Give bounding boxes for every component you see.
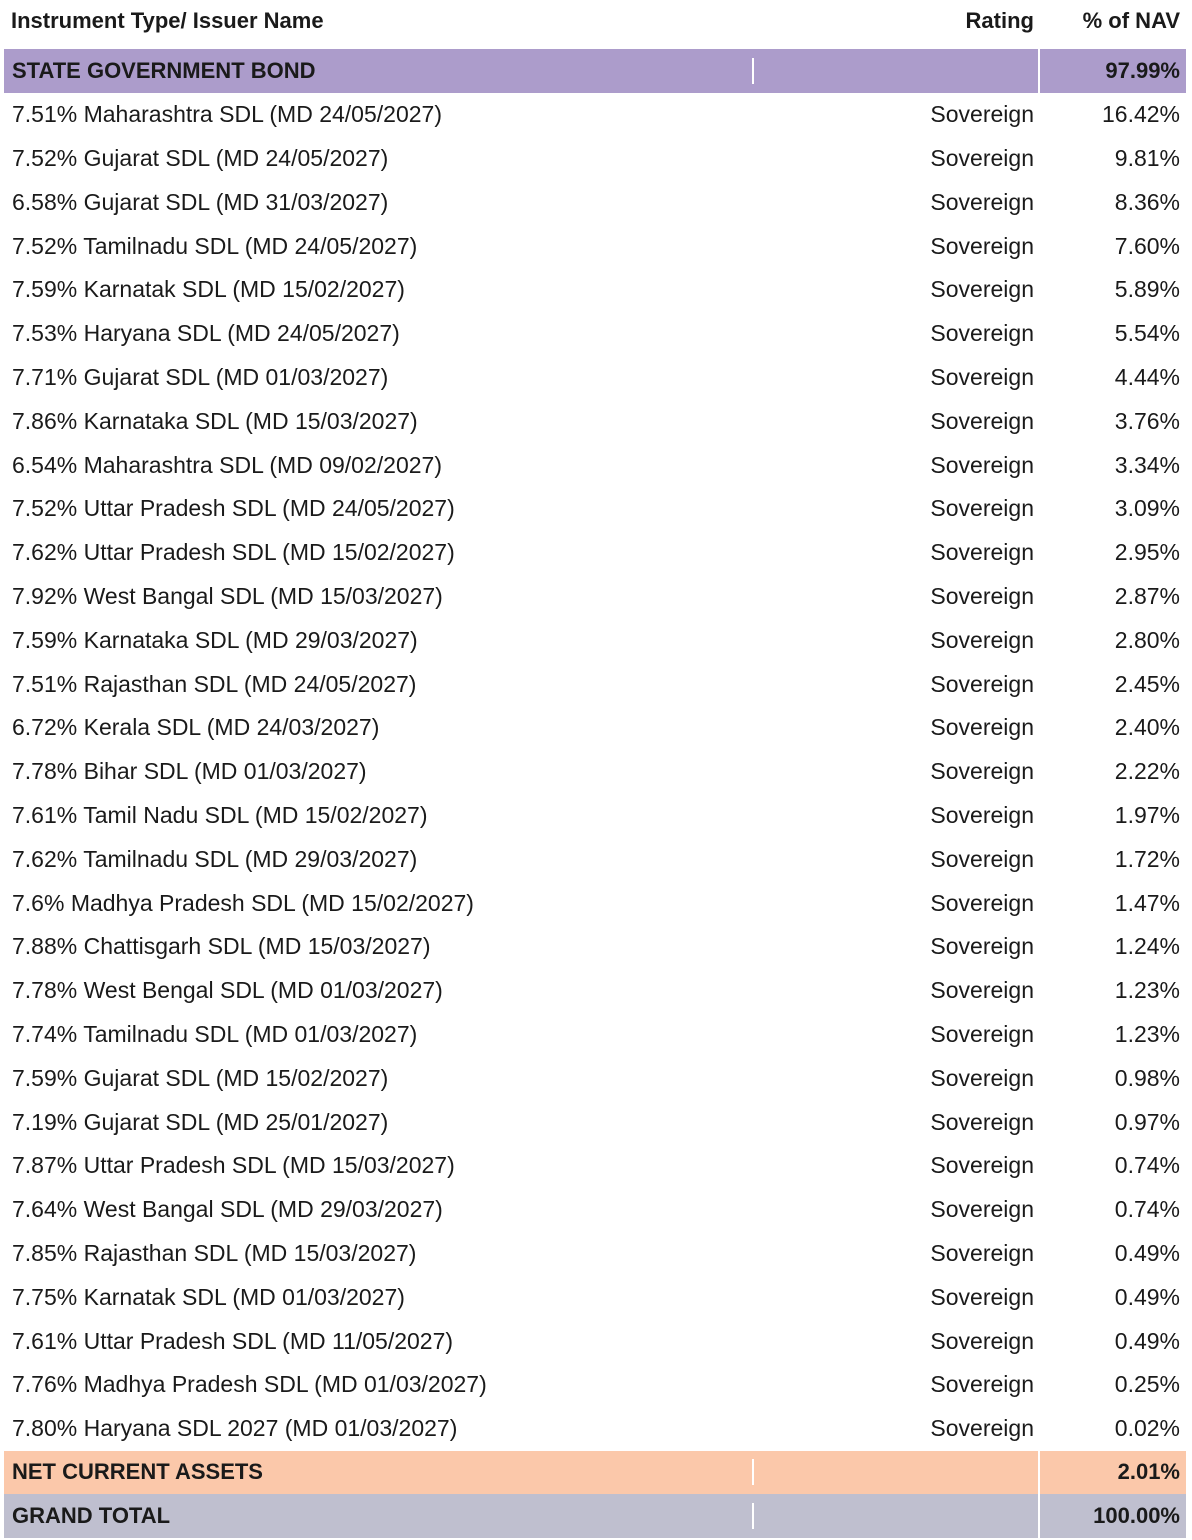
rating-value: Sovereign <box>930 539 1034 566</box>
nav-value: 5.54% <box>1114 320 1180 347</box>
issuer-name: 7.78% West Bengal SDL (MD 01/03/2027) <box>12 977 443 1004</box>
nav-value: 0.49% <box>1114 1327 1180 1354</box>
nav-value: 7.60% <box>1114 232 1180 259</box>
rating-value: Sovereign <box>930 582 1034 609</box>
nav-value: 1.23% <box>1114 977 1180 1004</box>
table-row <box>4 224 1186 268</box>
issuer-name: 7.86% Karnataka SDL (MD 15/03/2027) <box>12 407 418 434</box>
issuer-name: 7.59% Karnatak SDL (MD 15/02/2027) <box>12 276 405 303</box>
nav-value: 2.87% <box>1114 582 1180 609</box>
table-row <box>4 1100 1186 1144</box>
nav-value: 3.09% <box>1114 495 1180 522</box>
rating-value: Sovereign <box>930 407 1034 434</box>
nav-value: 2.40% <box>1114 714 1180 741</box>
nav-value: 9.81% <box>1114 144 1180 171</box>
table-row <box>4 925 1186 969</box>
table-row <box>4 706 1186 750</box>
rating-value: Sovereign <box>930 1283 1034 1310</box>
table-row <box>4 1275 1186 1319</box>
table-row <box>4 794 1186 838</box>
nav-value: 0.74% <box>1114 1196 1180 1223</box>
section-nav: 100.00% <box>1093 1503 1180 1529</box>
table-row <box>4 575 1186 619</box>
issuer-name: 7.52% Gujarat SDL (MD 24/05/2027) <box>12 144 389 171</box>
issuer-name: 7.74% Tamilnadu SDL (MD 01/03/2027) <box>12 1020 418 1047</box>
header-nav: % of NAV <box>1082 8 1180 33</box>
section-grand-total <box>4 1494 1186 1538</box>
table-row <box>4 137 1186 181</box>
section-label: GRAND TOTAL <box>4 1503 754 1529</box>
table-row <box>4 750 1186 794</box>
nav-value: 2.22% <box>1114 758 1180 785</box>
table-row <box>4 1319 1186 1363</box>
issuer-name: 7.61% Tamil Nadu SDL (MD 15/02/2027) <box>12 801 428 828</box>
rating-value: Sovereign <box>930 1327 1034 1354</box>
nav-value: 3.34% <box>1114 451 1180 478</box>
issuer-name: 7.85% Rajasthan SDL (MD 15/03/2027) <box>12 1239 417 1266</box>
rating-value: Sovereign <box>930 1196 1034 1223</box>
nav-value: 0.97% <box>1114 1108 1180 1135</box>
table-header <box>4 0 1186 46</box>
table-row <box>4 312 1186 356</box>
issuer-name: 7.92% West Bangal SDL (MD 15/03/2027) <box>12 582 443 609</box>
section-nav: 97.99% <box>1105 57 1180 83</box>
holdings-table <box>4 0 1186 1538</box>
table-row <box>4 837 1186 881</box>
rating-value: Sovereign <box>930 451 1034 478</box>
rating-value: Sovereign <box>930 363 1034 390</box>
issuer-name: 7.62% Uttar Pradesh SDL (MD 15/02/2027) <box>12 539 455 566</box>
nav-value: 3.76% <box>1114 407 1180 434</box>
rating-value: Sovereign <box>930 1415 1034 1442</box>
issuer-name: 6.72% Kerala SDL (MD 24/03/2027) <box>12 714 380 741</box>
issuer-name: 6.54% Maharashtra SDL (MD 09/02/2027) <box>12 451 442 478</box>
section-state-government-bond <box>4 49 1186 93</box>
rating-value: Sovereign <box>930 977 1034 1004</box>
issuer-name: 7.51% Maharashtra SDL (MD 24/05/2027) <box>12 101 442 128</box>
nav-value: 1.47% <box>1114 889 1180 916</box>
nav-value: 16.42% <box>1101 101 1180 128</box>
rating-value: Sovereign <box>930 276 1034 303</box>
section-rating <box>754 49 1040 93</box>
table-row <box>4 1056 1186 1100</box>
rating-value: Sovereign <box>930 1239 1034 1266</box>
issuer-name: 7.62% Tamilnadu SDL (MD 29/03/2027) <box>12 845 418 872</box>
nav-value: 0.49% <box>1114 1239 1180 1266</box>
issuer-name: 7.51% Rajasthan SDL (MD 24/05/2027) <box>12 670 417 697</box>
table-row <box>4 662 1186 706</box>
header-rating: Rating <box>965 8 1034 33</box>
table-row <box>4 531 1186 575</box>
nav-value: 0.02% <box>1114 1415 1180 1442</box>
table-row <box>4 1363 1186 1407</box>
table-row <box>4 1407 1186 1451</box>
rating-value: Sovereign <box>930 188 1034 215</box>
rating-value: Sovereign <box>930 1064 1034 1091</box>
rating-value: Sovereign <box>930 495 1034 522</box>
table-row <box>4 487 1186 531</box>
nav-value: 1.72% <box>1114 845 1180 872</box>
issuer-name: 7.6% Madhya Pradesh SDL (MD 15/02/2027) <box>12 889 474 916</box>
issuer-name: 7.59% Karnataka SDL (MD 29/03/2027) <box>12 626 418 653</box>
table-row <box>4 881 1186 925</box>
section-rating <box>754 1451 1040 1495</box>
table-row <box>4 399 1186 443</box>
table-row <box>4 443 1186 487</box>
issuer-name: 7.61% Uttar Pradesh SDL (MD 11/05/2027) <box>12 1327 454 1354</box>
table-row <box>4 93 1186 137</box>
rating-value: Sovereign <box>930 933 1034 960</box>
rating-value: Sovereign <box>930 1020 1034 1047</box>
issuer-name: 7.76% Madhya Pradesh SDL (MD 01/03/2027) <box>12 1371 487 1398</box>
table-row <box>4 1188 1186 1232</box>
issuer-name: 6.58% Gujarat SDL (MD 31/03/2027) <box>12 188 389 215</box>
section-label: NET CURRENT ASSETS <box>4 1459 754 1485</box>
nav-value: 2.80% <box>1114 626 1180 653</box>
nav-value: 4.44% <box>1114 363 1180 390</box>
rating-value: Sovereign <box>930 758 1034 785</box>
nav-value: 1.97% <box>1114 801 1180 828</box>
issuer-name: 7.52% Uttar Pradesh SDL (MD 24/05/2027) <box>12 495 455 522</box>
table-row <box>4 1013 1186 1057</box>
rating-value: Sovereign <box>930 889 1034 916</box>
table-row <box>4 180 1186 224</box>
table-row <box>4 1144 1186 1188</box>
issuer-name: 7.87% Uttar Pradesh SDL (MD 15/03/2027) <box>12 1152 455 1179</box>
table-row <box>4 356 1186 400</box>
issuer-name: 7.71% Gujarat SDL (MD 01/03/2027) <box>12 363 389 390</box>
rating-value: Sovereign <box>930 801 1034 828</box>
table-row <box>4 969 1186 1013</box>
nav-value: 2.45% <box>1114 670 1180 697</box>
section-label: STATE GOVERNMENT BOND <box>4 58 754 84</box>
nav-value: 0.25% <box>1114 1371 1180 1398</box>
rating-value: Sovereign <box>930 1108 1034 1135</box>
section-nav: 2.01% <box>1117 1459 1180 1485</box>
section-rating <box>754 1494 1040 1538</box>
nav-value: 1.24% <box>1114 933 1180 960</box>
nav-value: 0.74% <box>1114 1152 1180 1179</box>
rating-value: Sovereign <box>930 101 1034 128</box>
table-row <box>4 618 1186 662</box>
table-row <box>4 268 1186 312</box>
rating-value: Sovereign <box>930 670 1034 697</box>
rating-value: Sovereign <box>930 1152 1034 1179</box>
nav-value: 8.36% <box>1114 188 1180 215</box>
issuer-name: 7.52% Tamilnadu SDL (MD 24/05/2027) <box>12 232 418 259</box>
issuer-name: 7.53% Haryana SDL (MD 24/05/2027) <box>12 320 400 347</box>
nav-value: 5.89% <box>1114 276 1180 303</box>
nav-value: 0.49% <box>1114 1283 1180 1310</box>
issuer-name: 7.78% Bihar SDL (MD 01/03/2027) <box>12 758 367 785</box>
holdings-rows <box>4 93 1186 1451</box>
nav-value: 0.98% <box>1114 1064 1180 1091</box>
rating-value: Sovereign <box>930 232 1034 259</box>
issuer-name: 7.80% Haryana SDL 2027 (MD 01/03/2027) <box>12 1415 458 1442</box>
rating-value: Sovereign <box>930 144 1034 171</box>
table-row <box>4 1232 1186 1276</box>
issuer-name: 7.19% Gujarat SDL (MD 25/01/2027) <box>12 1108 389 1135</box>
nav-value: 2.95% <box>1114 539 1180 566</box>
issuer-name: 7.75% Karnatak SDL (MD 01/03/2027) <box>12 1283 405 1310</box>
rating-value: Sovereign <box>930 320 1034 347</box>
rating-value: Sovereign <box>930 1371 1034 1398</box>
issuer-name: 7.59% Gujarat SDL (MD 15/02/2027) <box>12 1064 389 1091</box>
issuer-name: 7.88% Chattisgarh SDL (MD 15/03/2027) <box>12 933 431 960</box>
nav-value: 1.23% <box>1114 1020 1180 1047</box>
rating-value: Sovereign <box>930 714 1034 741</box>
rating-value: Sovereign <box>930 845 1034 872</box>
rating-value: Sovereign <box>930 626 1034 653</box>
header-instrument: Instrument Type/ Issuer Name <box>11 8 324 33</box>
section-net-current-assets <box>4 1451 1186 1495</box>
issuer-name: 7.64% West Bangal SDL (MD 29/03/2027) <box>12 1196 443 1223</box>
